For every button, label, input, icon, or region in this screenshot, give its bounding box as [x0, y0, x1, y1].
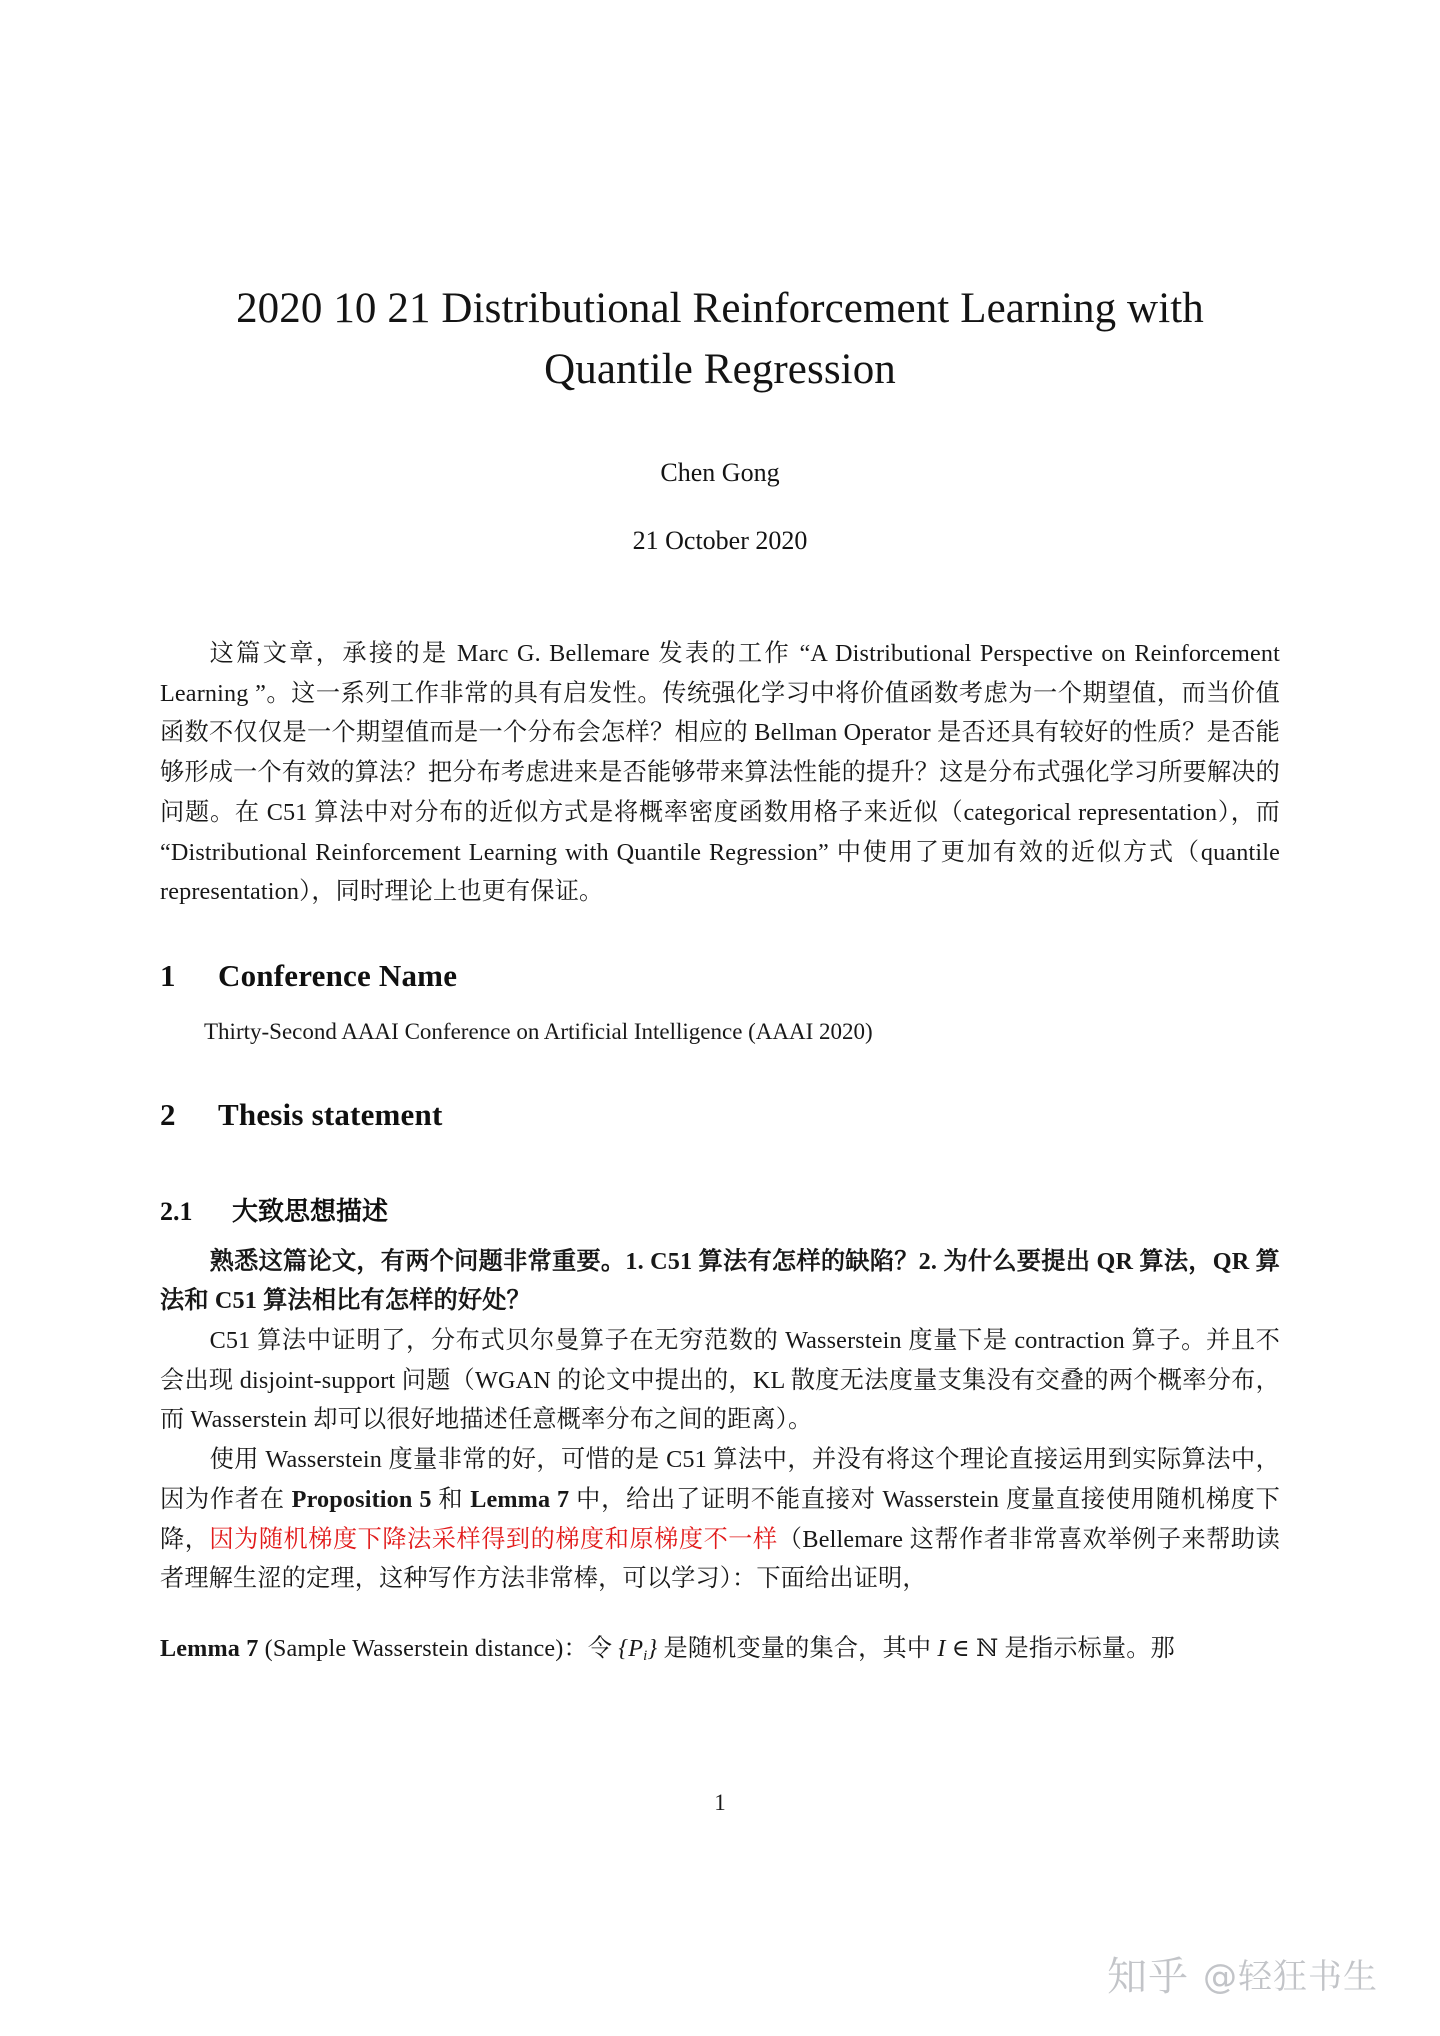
document-date: 21 October 2020	[632, 526, 808, 556]
page-title: 2020 10 21 Distributional Reinforcement Learning with Quantile Regression	[236, 285, 1204, 394]
intro-section	[160, 556, 1280, 912]
subsection-title: 大致思想描述	[232, 1196, 389, 1226]
watermark	[1107, 1945, 1378, 2002]
lemma-symbol-subscript: i	[643, 1648, 648, 1665]
wasserstein-conjunction: 和	[431, 1485, 471, 1513]
lemma-statement	[160, 1629, 1280, 1669]
proposition-reference: Proposition 5	[291, 1485, 432, 1513]
section-title: Conference Name	[218, 957, 458, 993]
zhihu-logo-icon: 知乎	[1107, 1954, 1189, 2000]
section-title: Thesis statement	[218, 1096, 443, 1132]
section-heading-conference-name	[160, 912, 1280, 1014]
section-heading-thesis-statement	[160, 1051, 1280, 1153]
abstract-paragraph: 这篇文章，承接的是 Marc G. Bellemare 发表的工作 “A Distributional Perspective on Reinforcement Learning ”。这一系列工作非常的具有启发性。传统强化学习中将价值函数考虑为一个期望值，而当价值函数不仅仅是一个期望值而是一个分布会怎样？相应的 Bellman Operator 是否还具有较好的性质？是否能够形成一个有效的算法？把分布考虑进来是否能够带来算法性能的提升？这是分布式强化学习所要解决的问题。在 C51 算法中对分布的近似方式是将概率密度函数用格子来近似（categorical representation），而 “Distributional Reinforcement Learning with Quantile Regression” 中使用了更加有效的近似方式（quantile representation），同时理论上也更有保证。	[160, 640, 1280, 906]
lemma-title: (Sample Wasserstein distance)：令	[258, 1634, 619, 1662]
page-content	[160, 0, 1280, 1669]
lemma-symbol-in: ∈	[945, 1634, 977, 1662]
subsection-heading-main-idea	[160, 1153, 1280, 1242]
conference-name-text: Thirty-Second AAAI Conference on Artificial Intelligence (AAAI 2020)	[204, 1018, 873, 1044]
watermark-username: @轻狂书生	[1203, 1957, 1378, 1997]
section-number: 1	[160, 957, 176, 993]
lemma-symbol-naturals: ℕ	[976, 1633, 999, 1662]
page-number: 1	[714, 1790, 726, 1815]
lemma-text-after: 是随机变量的集合，其中	[657, 1634, 938, 1662]
section-number: 2	[160, 1096, 176, 1132]
paragraph-wasserstein	[160, 1440, 1280, 1599]
lemma-reference: Lemma 7	[470, 1485, 570, 1513]
subsection-number: 2.1	[160, 1196, 193, 1226]
spacer	[160, 1599, 1280, 1629]
questions-paragraph: 熟悉这篇论文，有两个问题非常重要。1. C51 算法有怎样的缺陷？2. 为什么要提出 QR 算法，QR 算法和 C51 算法相比有怎样的好处？	[160, 1247, 1280, 1315]
lemma-symbol-set-open: {P	[618, 1634, 644, 1662]
highlighted-red-text: 因为随机梯度下降法采样得到的梯度和原梯度不一样	[209, 1525, 778, 1553]
wasserstein-text-3: （Bellemare 这帮作者非常喜欢举例子来帮助读者理解生涩的定理，这种写作方法非常棒，可以学习）：下面给出证明，	[160, 1525, 1280, 1593]
wasserstein-text-2: 中，给出了证明不能直接对 Wasserstein 度量直接使用随机梯度下降，	[160, 1485, 1280, 1553]
paragraph-c51-proof: C51 算法中证明了，分布式贝尔曼算子在无穷范数的 Wasserstein 度量下是 contraction 算子。并且不会出现 disjoint-support 问题（WGAN 的论文中提出的，KL 散度无法度量支集没有交叠的两个概率分布，而 Wasserstein 却可以很好地描述任意概率分布之间的距离）。	[160, 1327, 1280, 1434]
lemma-text-end: 是指示标量。那	[998, 1634, 1175, 1662]
lemma-symbol-i: I	[937, 1634, 946, 1662]
wasserstein-text-1: 使用 Wasserstein 度量非常的好，可惜的是 C51 算法中，并没有将这个理论直接运用到实际算法中，因为作者在	[160, 1446, 1280, 1513]
lemma-symbol-set-close: }	[647, 1634, 658, 1662]
lemma-label: Lemma 7	[160, 1634, 259, 1662]
author-name: Chen Gong	[660, 458, 780, 488]
